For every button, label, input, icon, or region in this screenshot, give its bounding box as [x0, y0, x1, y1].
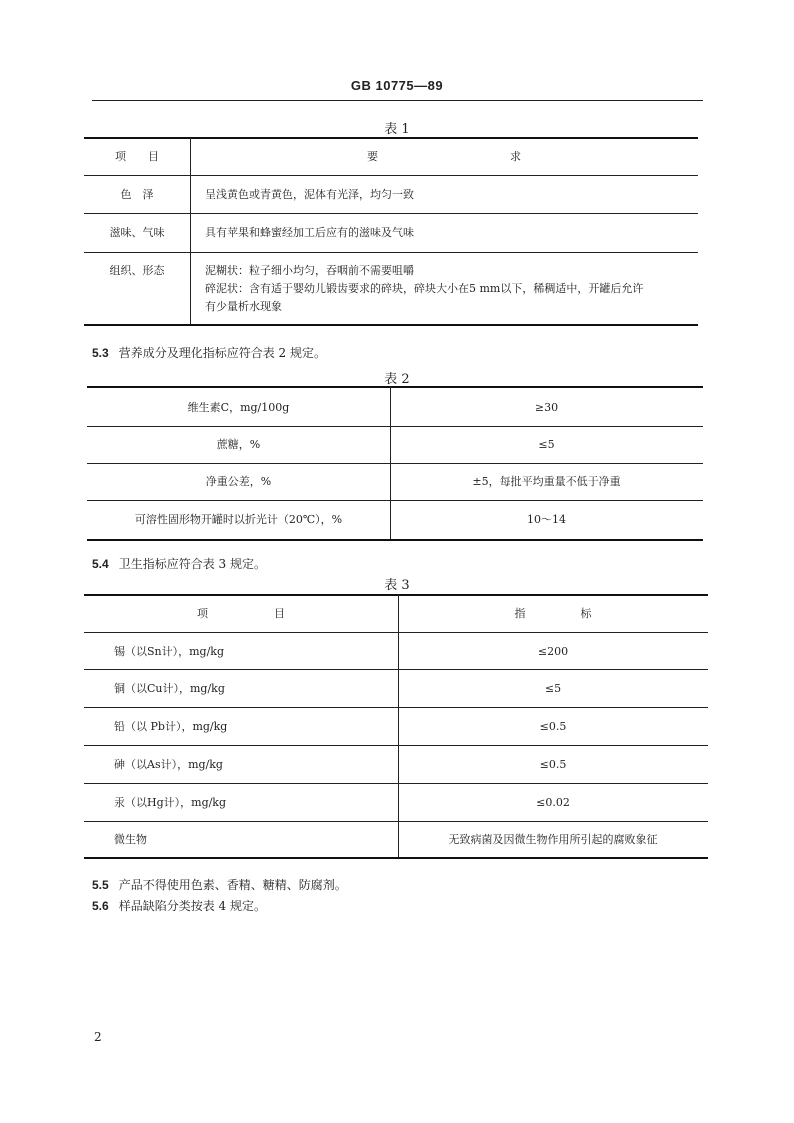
- table1-rule: [84, 252, 698, 253]
- table-cell-item: 组织、形态: [109, 264, 165, 277]
- table-cell-item: 锡（以Sn计），mg/kg: [114, 645, 225, 658]
- table-cell-item: 砷（以As计），mg/kg: [114, 758, 223, 771]
- table3-caption: 表 3: [384, 578, 410, 593]
- table-cell-value: ≤0.02: [536, 796, 570, 809]
- table2-top-rule: [87, 386, 703, 388]
- page-number: 2: [94, 1030, 102, 1044]
- table-cell-requirement: 泥糊状：粒子细小均匀，吞咽前不需要咀嚼: [205, 264, 414, 277]
- clause-5-4: [92, 555, 266, 572]
- table-cell-item: 净重公差，%: [205, 475, 272, 488]
- header-rule: [92, 100, 703, 101]
- clause-5-3: [92, 344, 326, 361]
- table-cell-item: 汞（以Hg计），mg/kg: [114, 796, 227, 809]
- table1-bottom-rule: [84, 324, 698, 326]
- table-cell-value: ≤5: [544, 682, 562, 695]
- table-cell-item: 滋味、气味: [109, 226, 165, 239]
- table1-rule: [84, 175, 698, 176]
- table-cell-value: ±5，每批平均重量不低于净重: [472, 475, 621, 488]
- table2-rule: [87, 426, 703, 427]
- clause-text: 卫生指标应符合表 3 规定。: [118, 557, 266, 571]
- clause-text: 产品不得使用色素、香精、糖精、防腐剂。: [118, 878, 347, 892]
- table-cell-value: ≥30: [534, 401, 559, 414]
- table1-header-item: 项 目: [115, 150, 159, 163]
- table-cell-value: ≤0.5: [539, 758, 567, 771]
- table-cell-item: 色 泽: [120, 188, 154, 201]
- clause-number: 5.4: [92, 557, 109, 571]
- table-cell-item: 可溶性固形物开罐时以折光计（20℃），%: [134, 513, 343, 526]
- table-cell-item: 铜（以Cu计），mg/kg: [114, 682, 225, 695]
- table-cell-item: 微生物: [114, 833, 147, 846]
- clause-number: 5.6: [92, 899, 109, 913]
- table-cell-requirement: 呈浅黄色或青黄色，泥体有光泽，均匀一致: [205, 188, 414, 201]
- table-cell-value: 无致病菌及因微生物作用所引起的腐败象征: [448, 833, 658, 846]
- table1-rule: [84, 213, 698, 214]
- clause-5-5: [92, 876, 347, 893]
- clause-number: 5.5: [92, 878, 109, 892]
- table-cell-requirement: 碎泥状：含有适于婴幼儿锻齿要求的碎块，碎块大小在5 mm以下，稀稠适中，开罐后允许: [205, 282, 644, 295]
- table-cell-item: 铅（以 Pb计），mg/kg: [114, 720, 228, 733]
- table1-top-rule: [84, 137, 698, 139]
- table-cell-value: ≤200: [537, 645, 569, 658]
- table-cell-value: ≤5: [538, 438, 555, 451]
- table2-rule: [87, 463, 703, 464]
- table1-column-divider: [190, 137, 191, 324]
- clause-text: 营养成分及理化指标应符合表 2 规定。: [118, 346, 326, 360]
- clause-5-6: [92, 897, 266, 914]
- table-cell-value: 10～14: [527, 513, 566, 526]
- table3-top-rule: [84, 594, 708, 596]
- clause-text: 样品缺陷分类按表 4 规定。: [118, 899, 266, 913]
- table2-rule: [87, 500, 703, 501]
- table-cell-requirement: 具有苹果和蜂蜜经加工后应有的滋味及气味: [205, 226, 414, 239]
- table-cell-item: 蔗糖，%: [216, 438, 261, 451]
- table3-rule: [84, 745, 708, 746]
- table2-bottom-rule: [87, 539, 703, 541]
- table3-rule: [84, 707, 708, 708]
- table3-rule: [84, 632, 708, 633]
- clause-number: 5.3: [92, 346, 109, 360]
- table3-bottom-rule: [84, 857, 708, 859]
- table1-caption: 表 1: [384, 122, 410, 137]
- table2-caption: 表 2: [384, 372, 410, 387]
- table3-header-item: 项 目: [197, 607, 285, 620]
- table3-rule: [84, 783, 708, 784]
- table-cell-item: 维生素C，mg/100g: [187, 401, 290, 414]
- table1-header-requirement: 要 求: [367, 150, 521, 163]
- table-cell-value: ≤0.5: [539, 720, 567, 733]
- table3-header-value: 指 标: [514, 607, 592, 620]
- table3-rule: [84, 669, 708, 670]
- table3-rule: [84, 821, 708, 822]
- standard-code: GB 10775—89: [350, 78, 444, 93]
- table-cell-requirement: 有少量析水现象: [205, 300, 282, 313]
